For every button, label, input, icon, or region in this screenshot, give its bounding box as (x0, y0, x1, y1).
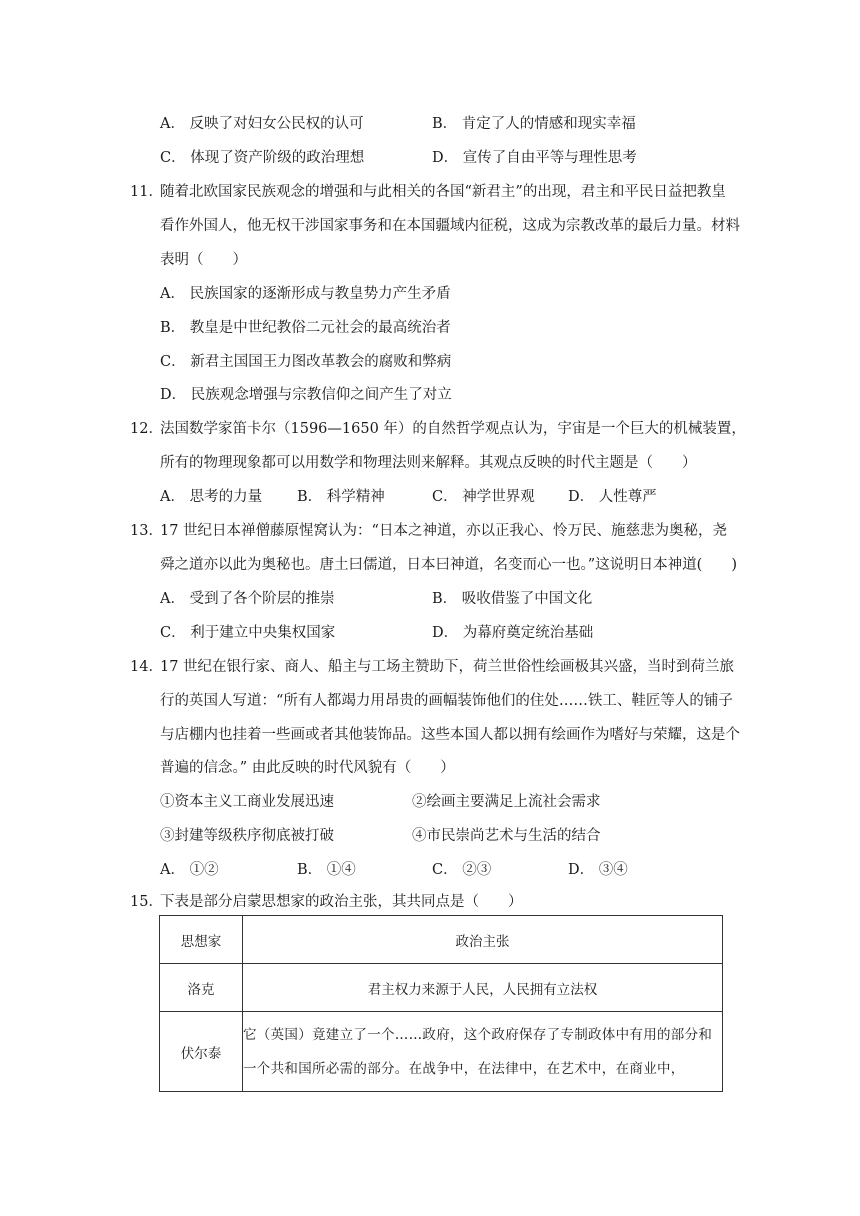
q14-statement-4: ④市民崇尚艺术与生活的结合 (412, 828, 601, 844)
q13-number: 13． (130, 523, 163, 539)
q11-option-c: C． 新君主国国王力图改革教会的腐败和弊病 (160, 354, 452, 370)
q10-option-a: A． 反映了对妇女公民权的认可 (160, 116, 364, 132)
q11-number: 11． (130, 184, 163, 200)
thinkers-table (159, 915, 723, 1092)
q11-stem-line1: 随着北欧国家民族观念的增强和与此相关的各国“新君主”的出现，君主和平民日益把教皇 (160, 184, 726, 200)
q12-option-b: B． 科学精神 (297, 489, 385, 505)
table-row (160, 964, 723, 1012)
q14-stem-line3: 与店棚内也挂着一些画或者其他装饰品。这些本国人都以拥有绘画作为嗜好与荣耀，这是个 (160, 727, 740, 743)
q14-number: 14． (130, 659, 163, 675)
q12-option-a: A． 思考的力量 (160, 489, 263, 505)
q13-option-c: C． 利于建立中央集权国家 (160, 625, 336, 641)
q12-option-d: D． 人性尊严 (568, 489, 657, 505)
q10-option-b: B． 肯定了人的情感和现实幸福 (432, 116, 636, 132)
q12-number: 12． (130, 421, 163, 437)
q12-stem-line2: 所有的物理现象都可以用数学和物理法则来解释。其观点反映的时代主题是（ ） (160, 455, 697, 471)
q11-stem-line2: 看作外国人，他无权干涉国家事务和在本国疆域内征税，这成为宗教改革的最后力量。材料 (160, 218, 740, 234)
q14-option-c: C． ②③ (432, 862, 492, 878)
q14-stem-line2: 行的英国人写道：“所有人都竭力用昂贵的画幅装饰他们的住处……铁工、鞋匠等人的铺子 (160, 693, 733, 709)
q13-option-a: A． 受到了各个阶层的推崇 (160, 591, 335, 607)
q11-stem-line3: 表明（ ） (160, 252, 247, 268)
table-cell-view: 它（英国）竟建立了一个……政府，这个政府保存了专制政体中有用的部分和一个共和国所必需的部分。在战争中，在法律中，在艺术中，在商业中， (243, 1012, 723, 1092)
q13-option-d: D． 为幕府奠定统治基础 (432, 625, 594, 641)
table-header-row (160, 916, 723, 964)
q14-statement-1: ①资本主义工商业发展迅速 (160, 794, 334, 810)
table-header-cell: 思想家 (160, 916, 243, 964)
q10-option-d: D． 宣传了自由平等与理性思考 (432, 150, 637, 166)
q14-option-d: D． ③④ (568, 862, 628, 878)
table-cell-thinker: 洛克 (160, 964, 243, 1012)
table-cell-view: 君主权力来源于人民，人民拥有立法权 (243, 964, 723, 1012)
q13-option-b: B． 吸收借鉴了中国文化 (432, 591, 593, 607)
q14-statement-2: ②绘画主要满足上流社会需求 (412, 794, 601, 810)
table-cell-thinker: 伏尔泰 (160, 1012, 243, 1092)
q10-option-c: C． 体现了资产阶级的政治理想 (160, 150, 365, 166)
q13-stem-line2: 舜之道亦以此为奥秘也。唐土曰儒道，日本曰神道，名变而心一也。”这说明日本神道( ) (160, 557, 737, 573)
q14-stem-line4: 普遍的信念。” 由此反映的时代风貌有（ ） (160, 760, 455, 776)
q11-option-d: D． 民族观念增强与宗教信仰之间产生了对立 (160, 387, 452, 403)
q14-statement-3: ③封建等级秩序彻底被打破 (160, 828, 334, 844)
table-header-cell: 政治主张 (243, 916, 723, 964)
table-row (160, 1012, 723, 1092)
q15-number: 15． (130, 894, 163, 910)
q14-option-a: A． ①② (160, 862, 219, 878)
q14-stem-line1: 17 世纪在银行家、商人、船主与工场主赞助下，荷兰世俗性绘画极其兴盛，当时到荷兰旅 (160, 659, 735, 675)
q11-option-a: A． 民族国家的逐渐形成与教皇势力产生矛盾 (160, 286, 451, 302)
q15-stem-line1: 下表是部分启蒙思想家的政治主张，其共同点是（ ） (160, 894, 523, 910)
q13-stem-line1: 17 世纪日本禅僧藤原惺窝认为：“日本之神道，亦以正我心、怜万民、施慈悲为奥秘，尧 (160, 523, 727, 539)
q12-stem-line1: 法国数学家笛卡尔（1596—1650 年）的自然哲学观点认为，宇宙是一个巨大的机械装置， (160, 421, 746, 437)
q12-option-c: C． 神学世界观 (432, 489, 535, 505)
q14-option-b: B． ①④ (297, 862, 356, 878)
q11-option-b: B． 教皇是中世纪教俗二元社会的最高统治者 (160, 320, 451, 336)
